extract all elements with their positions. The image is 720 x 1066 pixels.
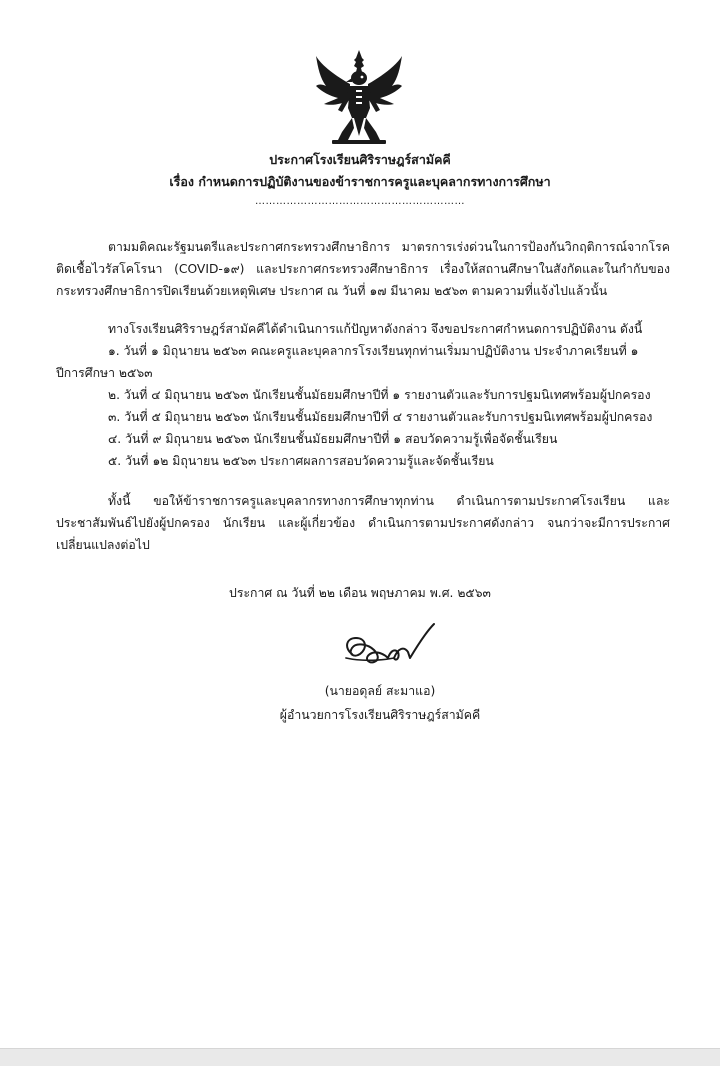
signer-title: ผู้อำนวยการโรงเรียนศิริราษฎร์สามัคคี — [279, 708, 481, 722]
schedule-item-2: ๒. วันที่ ๔ มิถุนายน ๒๕๖๓ นักเรียนชั้นมัธยมศึกษาปีที่ ๑ รายงานตัวและรับการปฐมนิเทศพร้อมผู้ปกครอง — [108, 388, 651, 402]
bottom-margin-band — [0, 1048, 720, 1066]
schedule-intro: ทางโรงเรียนศิริราษฎร์สามัคคีได้ดำเนินการแก้ปัญหาดังกล่าว จึงขอประกาศกำหนดการปฏิบัติงาน ดังนี้ — [108, 322, 643, 336]
paragraph-background: ตามมติคณะรัฐมนตรีและประกาศกระทรวงศึกษาธิการ มาตรการเร่งด่วนในการป้องกันวิกฤติการณ์จากโรคติดเชื้อไวรัสโคโรนา (COVID-๑๙) และประกาศกระทรวงศึกษาธิการ เรื่องให้สถานศึกษาในสังกัดและในกำกับของกระทรวงศึกษาธิการปิดเรียนด้วยเหตุพิเศษ ประกาศ ณ วันที่ ๑๗ มีนาคม ๒๕๖๓ ตามความที่แจ้งไปแล้วนั้น — [56, 240, 670, 298]
announcement-date: ประกาศ ณ วันที่ ๒๒ เดือน พฤษภาคม พ.ศ. ๒๕๖๓ — [229, 586, 491, 600]
schedule-item-4: ๔. วันที่ ๙ มิถุนายน ๒๕๖๓ นักเรียนชั้นมัธยมศึกษาปีที่ ๑ สอบวัดความรู้เพื่อจัดชั้นเรียน — [108, 432, 558, 446]
schedule-item-1: ๑. วันที่ ๑ มิถุนายน ๒๕๖๓ คณะครูและบุคลากรโรงเรียนทุกท่านเริ่มมาปฏิบัติงาน ประจำภาคเรียนที่ ๑ — [108, 344, 639, 358]
announcement-subject: เรื่อง กำหนดการปฏิบัติงานของข้าราชการครูและบุคลากรทางการศึกษา — [169, 174, 551, 189]
signature-icon — [334, 618, 444, 688]
schedule-item-3: ๓. วันที่ ๕ มิถุนายน ๒๕๖๓ นักเรียนชั้นมัธยมศึกษาปีที่ ๔ รายงานตัวและรับการปฐมนิเทศพร้อมผู้ปกครอง — [108, 410, 653, 424]
schedule-item-5: ๕. วันที่ ๑๒ มิถุนายน ๒๕๖๓ ประกาศผลการสอบวัดความรู้และจัดชั้นเรียน — [108, 454, 494, 468]
title-divider: …………………………………………………… — [255, 196, 465, 207]
paragraph-closing: ทั้งนี้ ขอให้ข้าราชการครูและบุคลากรทางการศึกษาทุกท่าน ดำเนินการตามประกาศโรงเรียน และประชาสัมพันธ์ไปยังผู้ปกครอง นักเรียน และผู้เกี่ยวข้อง ดำเนินการตามประกาศดังกล่าว จนกว่าจะมีการประกาศเปลี่ยนแปลงต่อไป — [56, 494, 670, 552]
signer-name: (นายอดุลย์ สะมาแอ) — [324, 684, 436, 698]
schedule-item-1-continued: ปีการศึกษา ๒๕๖๓ — [56, 366, 153, 380]
announcement-title: ประกาศโรงเรียนศิริราษฎร์สามัคคี — [269, 152, 451, 167]
paragraph-schedule — [56, 318, 670, 472]
garuda-emblem-icon — [312, 48, 406, 144]
